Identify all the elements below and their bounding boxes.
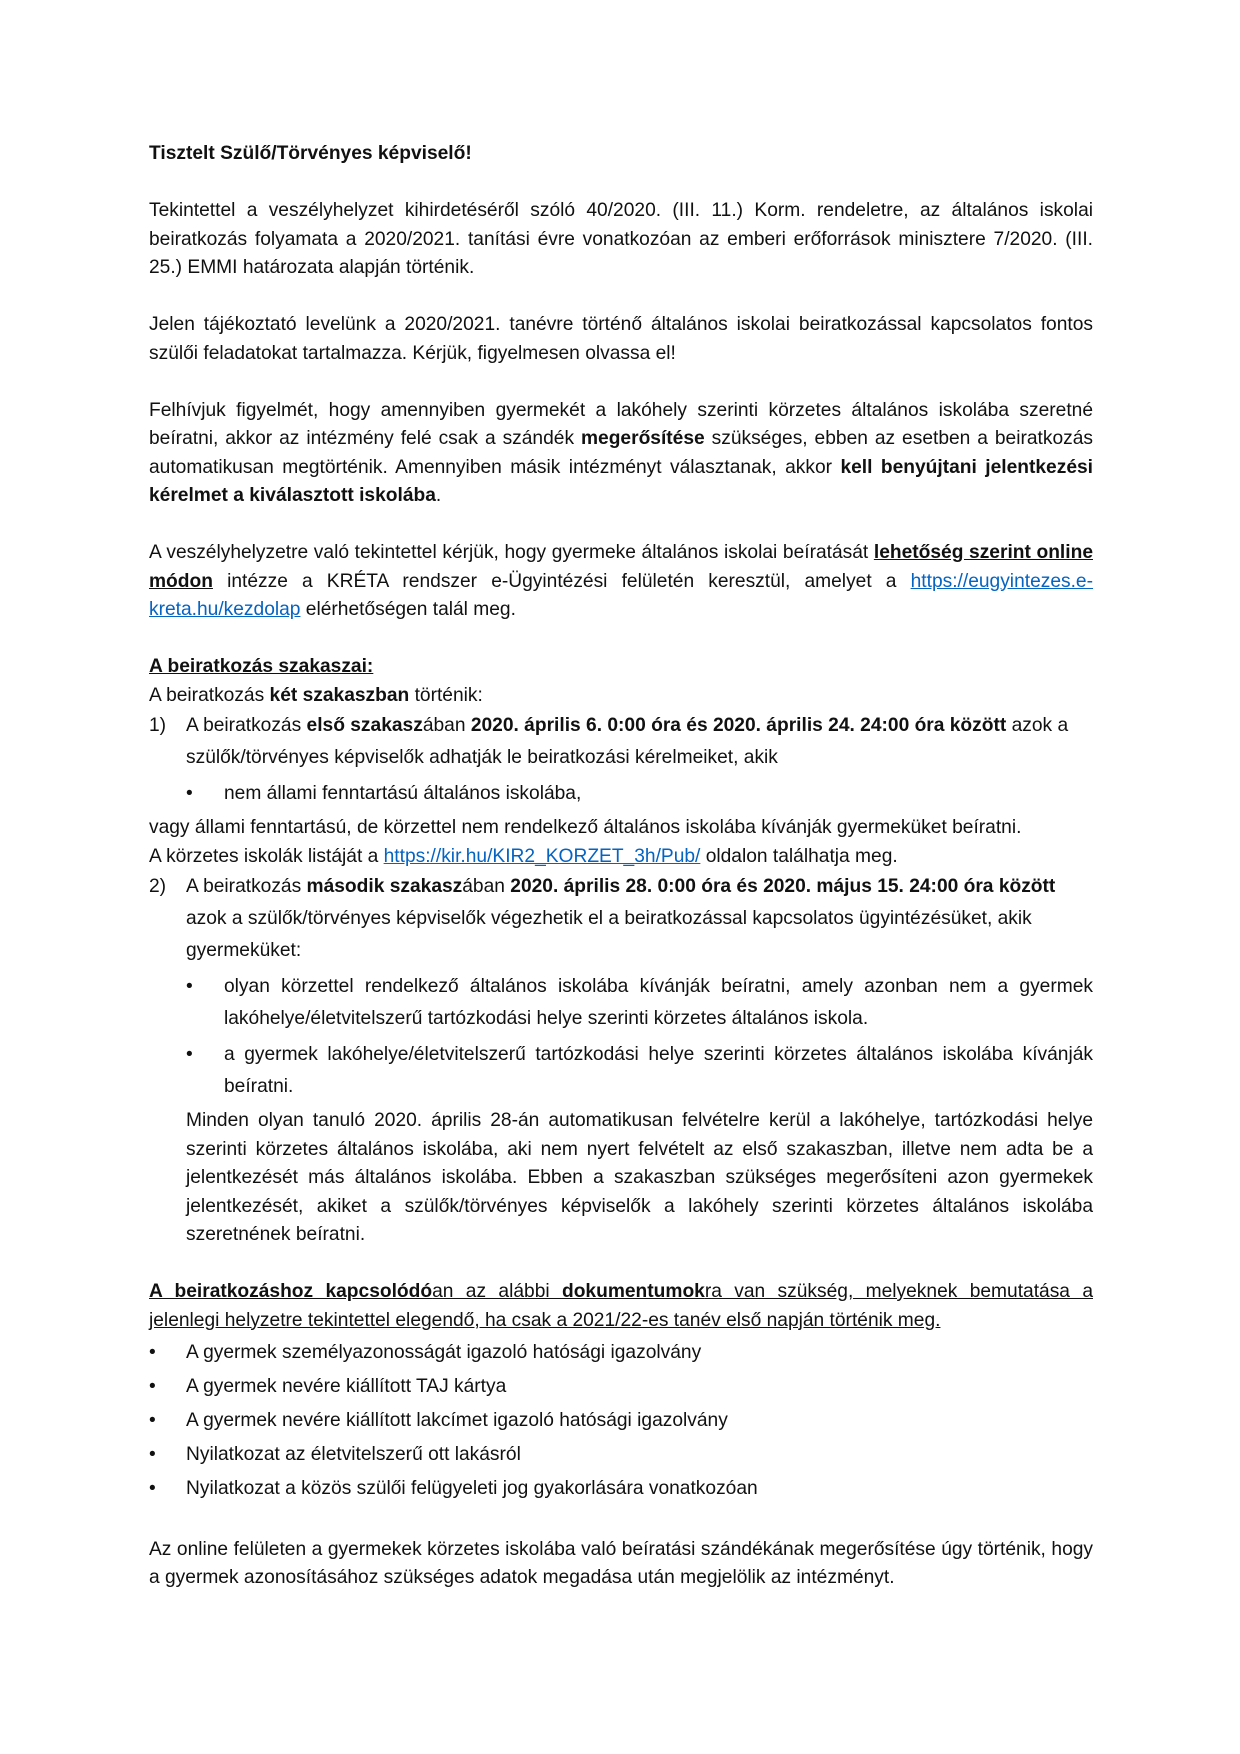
document-item: • A gyermek személyazonosságát igazoló hatósági igazolvány bbox=[149, 1337, 1093, 1369]
stage-2-paragraph: Minden olyan tanuló 2020. április 28-án automatikusan felvételre kerül a lakóhelye, tartózkodási helye szerinti körzetes általános iskolába, aki nem nyert felvételt az első szakaszban, illetve nem adta be a jelentkezését más általános iskolába. Ebben a szakaszban szükséges megerősíteni azon gyermekek jelentkezését, akiket a szülők/törvényes képviselők a lakóhely szerinti körzetes általános iskolába szeretnének beíratni. bbox=[186, 1110, 1093, 1245]
stage-1-after: vagy állami fenntartású, de körzettel nem rendelkező általános iskolába kívánják gyermeküket beíratni. bbox=[149, 817, 1022, 838]
emphasis-confirmation: megerősítése bbox=[580, 428, 705, 449]
info-paragraph: Jelen tájékoztató levelünk a 2020/2021. tanévre történő általános iskolai beiratkozással kapcsolatos fontos szülői feladatokat tartalmazza. Kérjük, figyelmesen olvassa el! bbox=[149, 314, 1093, 364]
online-paragraph: A veszélyhelyzetre való tekintettel kérjük, hogy gyermeke általános iskolai beíratását lehetőség szerint online módon intézze a KRÉTA rendszer e-Ügyintézési felületén keresztül, amelyet a https://eugyintezes.e-kreta.hu/kezdolap elérhetőségen talál meg. bbox=[149, 542, 1093, 620]
bullet-icon: • bbox=[186, 976, 193, 997]
letter-page bbox=[149, 140, 1093, 1593]
stage-1-bullet: • nem állami fenntartású általános iskolába, bbox=[149, 778, 1093, 810]
bullet-icon: • bbox=[149, 1342, 156, 1363]
district-list-line: A körzetes iskolák listáját a https://kir.hu/KIR2_KORZET_3h/Pub/ oldalon találhatja meg. bbox=[149, 845, 898, 867]
bullet-icon: • bbox=[149, 1444, 156, 1465]
bullet-icon: • bbox=[149, 1376, 156, 1397]
stages-heading: A beiratkozás szakaszai: bbox=[149, 656, 374, 677]
documents-list bbox=[149, 1337, 1093, 1505]
bullet-icon: • bbox=[149, 1478, 156, 1499]
kreta-link[interactable]: https://eugyintezes.e-kreta.hu/kezdolap bbox=[149, 570, 1093, 620]
stage-2-number: 2) bbox=[149, 876, 167, 897]
kir-link[interactable]: https://kir.hu/KIR2_KORZET_3h/Pub/ bbox=[383, 845, 701, 867]
stage-1-number: 1) bbox=[149, 715, 167, 736]
bullet-icon: • bbox=[149, 1410, 156, 1431]
stage-2-dates: 2020. április 28. 0:00 óra és 2020. május 15. 24:00 óra között bbox=[510, 876, 1056, 897]
document-item: • A gyermek nevére kiállított TAJ kártya bbox=[149, 1371, 1093, 1403]
stage-2-bullet-2: • a gyermek lakóhelye/életvitelszerű tartózkodási helye szerinti körzetes általános iskolába kívánják beíratni. bbox=[149, 1039, 1093, 1103]
document-item: • Nyilatkozat a közös szülői felügyeleti jog gyakorlására vonatkozóan bbox=[149, 1473, 1093, 1505]
stage-1: 1) A beiratkozás első szakaszában 2020. április 6. 0:00 óra és 2020. április 24. 24:00 óra között azok a szülők/törvényes képviselők adhatják le beiratkozási kérelmeiket, akik bbox=[149, 710, 1093, 774]
bullet-icon: • bbox=[186, 783, 193, 804]
stage-1-dates: 2020. április 6. 0:00 óra és 2020. április 24. 24:00 óra között bbox=[470, 715, 1007, 736]
emphasis-online: lehetőség szerint online módon bbox=[149, 542, 1093, 592]
stage-2-bullet-1: • olyan körzettel rendelkező általános iskolába kívánják beíratni, amely azonban nem a gyermek lakóhelye/életvitelszerű tartózkodási helye szerinti körzetes általános iskola. bbox=[149, 971, 1093, 1035]
attention-paragraph: Felhívjuk figyelmét, hogy amennyiben gyermekét a lakóhely szerinti körzetes általános iskolába szeretné beíratni, akkor az intézmény felé csak a szándék megerősítése szükséges, ebben az esetben a beiratkozás automatikusan megtörténik. Amennyiben másik intézményt választanak, akkor kell benyújtani jelentkezési kérelmet a kiválasztott iskolába. bbox=[149, 399, 1093, 506]
closing-paragraph: Az online felületen a gyermekek körzetes iskolába való beíratási szándékának megerősítése úgy történik, hogy a gyermek azonosításához szükséges adatok megadása után megjelölik az intézményt. bbox=[149, 1538, 1093, 1588]
stage-2: 2) A beiratkozás második szakaszában 2020. április 28. 0:00 óra és 2020. május 15. 24:00 óra között azok a szülők/törvényes képviselők végezhetik el a beiratkozással kapcsolatos ügyintézésüket, akik gyermeküket: bbox=[149, 871, 1093, 967]
document-item: • Nyilatkozat az életvitelszerű ott lakásról bbox=[149, 1439, 1093, 1471]
stages-intro: A beiratkozás két szakaszban történik: bbox=[149, 684, 483, 706]
intro-paragraph: Tekintettel a veszélyhelyzet kihirdetéséről szóló 40/2020. (III. 11.) Korm. rendeletre, az általános iskolai beiratkozás folyamata a 2020/2021. tanítási évre vonatkozóan az emberi erőforrások minisztere 7/2020. (III. 25.) EMMI határozata alapján történik. bbox=[149, 200, 1093, 278]
document-item: • A gyermek nevére kiállított lakcímet igazoló hatósági igazolvány bbox=[149, 1405, 1093, 1437]
emphasis-application: kell benyújtani jelentkezési kérelmet a kiválasztott iskolába bbox=[149, 456, 1093, 506]
bullet-icon: • bbox=[186, 1044, 193, 1065]
greeting: Tisztelt Szülő/Törvényes képviselő! bbox=[149, 143, 472, 164]
documents-heading: A beiratkozáshoz kapcsolódóan az alábbi dokumentumokra van szükség, melyeknek bemutatása a jelenlegi helyzetre tekintettel elegendő, ha csak a 2021/22-es tanév első napján történik meg. bbox=[149, 1281, 1093, 1331]
